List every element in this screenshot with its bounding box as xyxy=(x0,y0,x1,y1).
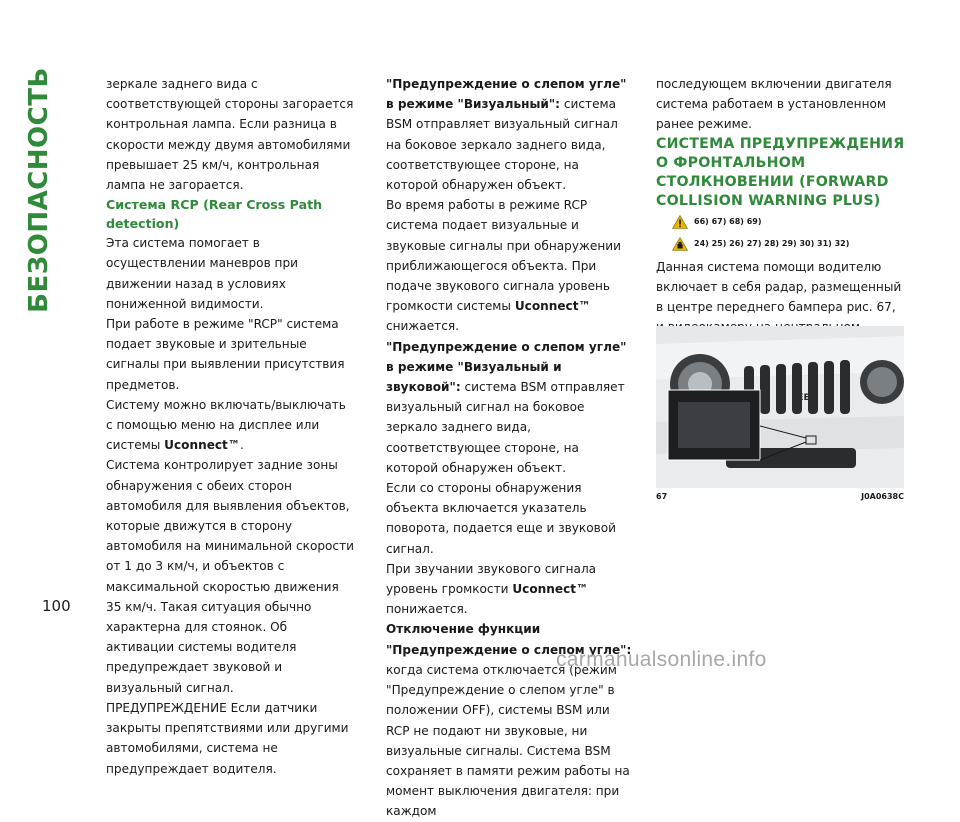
paragraph: Если со стороны обнаружения объекта включается указатель поворота, подается еще и звуковой сигнал. xyxy=(386,481,617,556)
paragraph: ПРЕДУПРЕЖДЕНИЕ Если датчики закрыты препятствиями или другими автомобилями, система не предупреждает водителя. xyxy=(106,700,349,776)
paragraph: последующем включении двигателя система работаем в установленном ранее режиме. xyxy=(656,77,892,132)
paragraph: При звучании звукового сигнала уровень громкости Uconnect™ понижается. xyxy=(386,561,597,617)
paragraph: Данная система помощи водителю включает в себя радар, размещенный в центре переднего бампера рис. 67, xyxy=(656,259,902,315)
paragraph: "Предупреждение о слепом угле": когда система отключается (режим "Предупреждение о слепом угле" в положении OFF), системы BSM или RCP не подают ни звуковые, ни визуальные сигналы. Система BSM сохраняет в памяти режим работы на момент выключения двигателя: при каждом xyxy=(386,642,632,819)
watermark: carmanualsonline.info xyxy=(556,648,767,671)
warning-refs: 66) 67) 68) 69) xyxy=(694,216,762,226)
paragraph xyxy=(386,619,632,639)
mode-heading-visual-audio: "Предупреждение о слепом угле" в режиме "Визуальный и звуковой": xyxy=(386,339,627,395)
text-column-3 xyxy=(656,74,906,358)
paragraph: Эта система помогает в осуществлении маневров при движении назад в условиях пониженной видимости. xyxy=(106,236,299,311)
disable-subheading: "Предупреждение о слепом угле": xyxy=(386,642,632,657)
paragraph: Во время работы в режиме RCP система подает визуальные и звуковые сигналы при обнаружении приближающегося объекта. При подаче звукового сигнала уровень громкости системы Uconnect™ снижается. xyxy=(386,198,621,334)
paragraph: Система контролирует задние зоны обнаружения с обеих сторон автомобиля для выявления объектов, которые движутся в сторону автомобиля на минимальной скорости от 1 до 3 км/ч, и объектов с максимальной скоростью движения 35 км/ч. Такая ситуация обычно характерна для стоянок. Об активации системы водителя предупреждает звуковой и визуальный сигнал. xyxy=(106,458,354,695)
figure-code: J0A0638C xyxy=(861,492,904,501)
uconnect-label: Uconnect™ xyxy=(164,438,240,453)
mode-heading-visual: "Предупреждение о слепом угле" в режиме "Визуальный": xyxy=(386,77,627,112)
paragraph: При работе в режиме "RCP" система подает звуковые и зрительные сигналы при выявлении присутствия предметов. xyxy=(106,317,345,392)
figure-jeep-front-radar xyxy=(656,326,904,488)
page-number: 100 xyxy=(42,597,71,615)
caution-hand-icon xyxy=(672,237,688,251)
section-title-vertical xyxy=(8,67,70,313)
uconnect-label: Uconnect™ xyxy=(514,299,591,314)
caution-references-row xyxy=(672,235,906,253)
uconnect-label: Uconnect™ xyxy=(512,582,589,597)
section-heading-fcw: СИСТЕМА ПРЕДУПРЕЖДЕНИЯ О ФРОНТАЛЬНОМ СТОЛКНОВЕНИИ (FORWARD COLLISION WARNING PLUS) xyxy=(656,135,905,209)
brand-badge: JEEP xyxy=(794,393,817,403)
paragraph: Систему можно включать/выключать с помощью меню на дисплее или системы Uconnect™. xyxy=(106,397,346,453)
section-title: БЕЗОПАСНОСТЬ xyxy=(24,67,54,313)
paragraph: "Предупреждение о слепом угле" в режиме "Визуальный": система BSM отправляет визуальный сигнал на боковое зеркало заднего вида, соответствующее стороне, на которой обнаружен объект. xyxy=(386,77,627,193)
warning-references-row xyxy=(672,213,906,231)
paragraph: зеркале заднего вида с соответствующей стороны загорается контрольная лампа. Если разница в скорости между двумя автомобилями превышает 25 км/ч, контрольная лампа не загорается. xyxy=(106,77,354,193)
figure-number: 67 xyxy=(656,492,668,501)
disable-heading: Отключение функции xyxy=(386,622,541,637)
text-column-2 xyxy=(386,74,632,822)
jeep-front-illustration xyxy=(656,326,904,488)
subheading-rcp: Система RCP (Rear Cross Path detection) xyxy=(106,197,323,232)
text-column-1 xyxy=(106,74,354,779)
warning-triangle-icon xyxy=(672,215,688,229)
caution-refs: 24) 25) 26) 27) 28) 29) 30) 31) 32) xyxy=(694,238,850,248)
paragraph: "Предупреждение о слепом угле" в режиме "Визуальный и звуковой": система BSM отправляет визуальный сигнал на боковое зеркало заднего вида, соответствующее стороне, на которой обнаружен объект. xyxy=(386,339,627,475)
figure-caption xyxy=(656,492,904,501)
